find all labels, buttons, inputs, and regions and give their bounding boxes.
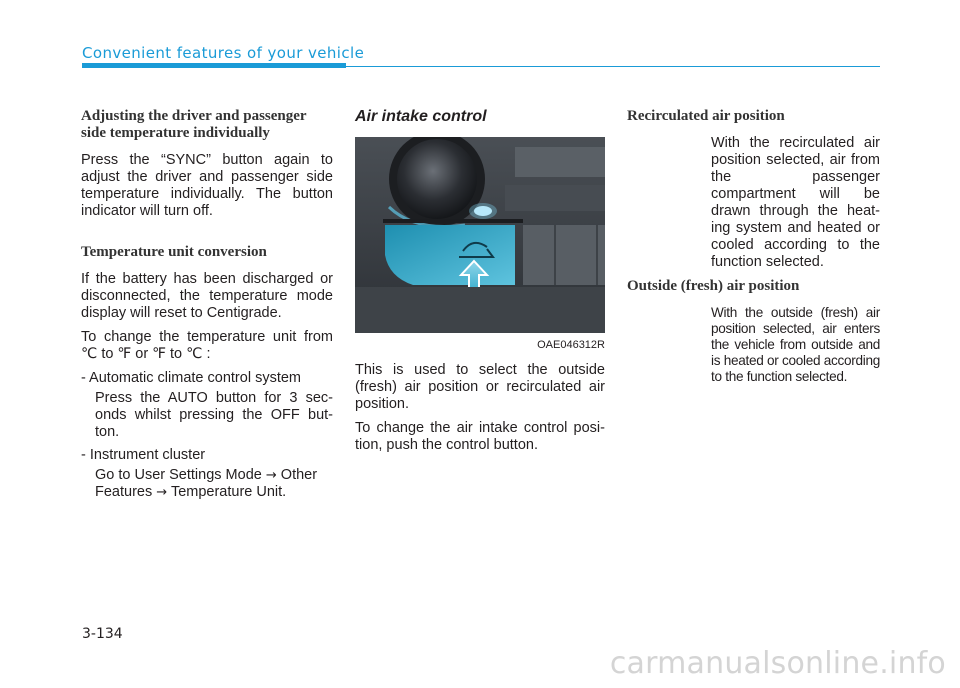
figure-code: OAE046312R: [537, 339, 605, 351]
list-item-climate-control-text: Press the AUTO button for 3 sec-onds whilst pressing the OFF but-ton.: [95, 390, 333, 440]
paragraph-recirculated-air: With the recirculated air position selected, air from the passenger compartment will be drawn through the heat-ing system and heated or cooled according to the function selected.: [711, 135, 880, 270]
watermark: carmanualsonline.info: [609, 646, 946, 681]
paragraph-outside-air: With the outside (fresh) air position selected, air enters the vehicle from outside and is heated or cooled according to the function selected.: [711, 305, 880, 384]
header-rule-thin: [346, 66, 880, 67]
paragraph-intake-change: To change the air intake control posi-tion, push the control button.: [355, 420, 605, 453]
paragraph-change-unit: To change the temperature unit from ℃ to ℉ or ℉ to ℃ :: [81, 329, 333, 362]
arrow-right-icon: →: [265, 468, 277, 483]
other-features-text: Other Features: [95, 467, 318, 500]
section-header-title: Convenient features of your vehicle: [82, 44, 365, 62]
arrow-right-icon: →: [156, 485, 168, 500]
paragraph-sync-button: Press the “SYNC” button again to adjust the driver and passenger side temperature individually. The button indicator will turn off.: [81, 152, 333, 219]
temperature-unit-text: Temperature Unit.: [170, 484, 287, 500]
column-right: [627, 108, 880, 392]
heading-individual-temperature: Adjusting the driver and passenger side temperature individually: [81, 108, 307, 141]
page-number: 3-134: [82, 626, 123, 642]
list-item-instrument-cluster: - Instrument cluster: [81, 447, 206, 463]
paragraph-intake-purpose: This is used to select the outside (fresh) air position or recirculated air position.: [355, 362, 605, 412]
list-item-climate-control: - Automatic climate control system: [81, 370, 301, 386]
figure-air-intake-button: [355, 137, 605, 333]
paragraph-battery-reset: If the battery has been discharged or disconnected, the temperature mode display will reset to Centigrade.: [81, 271, 333, 321]
air-intake-button: [385, 225, 515, 285]
heading-recirculated-air: Recirculated air position: [627, 108, 785, 124]
temperature-knob: [397, 139, 477, 219]
display-strip: [515, 147, 605, 177]
column-middle: [355, 108, 605, 461]
header-rule-thick: [82, 63, 346, 68]
column-left: [81, 108, 333, 507]
heading-air-intake-control: Air intake control: [355, 108, 487, 125]
list-item-instrument-cluster-text: [81, 467, 333, 501]
heading-outside-air: Outside (fresh) air position: [627, 278, 800, 294]
heading-temperature-unit: Temperature unit conversion: [81, 244, 267, 260]
user-settings-text: Go to User Settings Mode: [95, 467, 262, 483]
